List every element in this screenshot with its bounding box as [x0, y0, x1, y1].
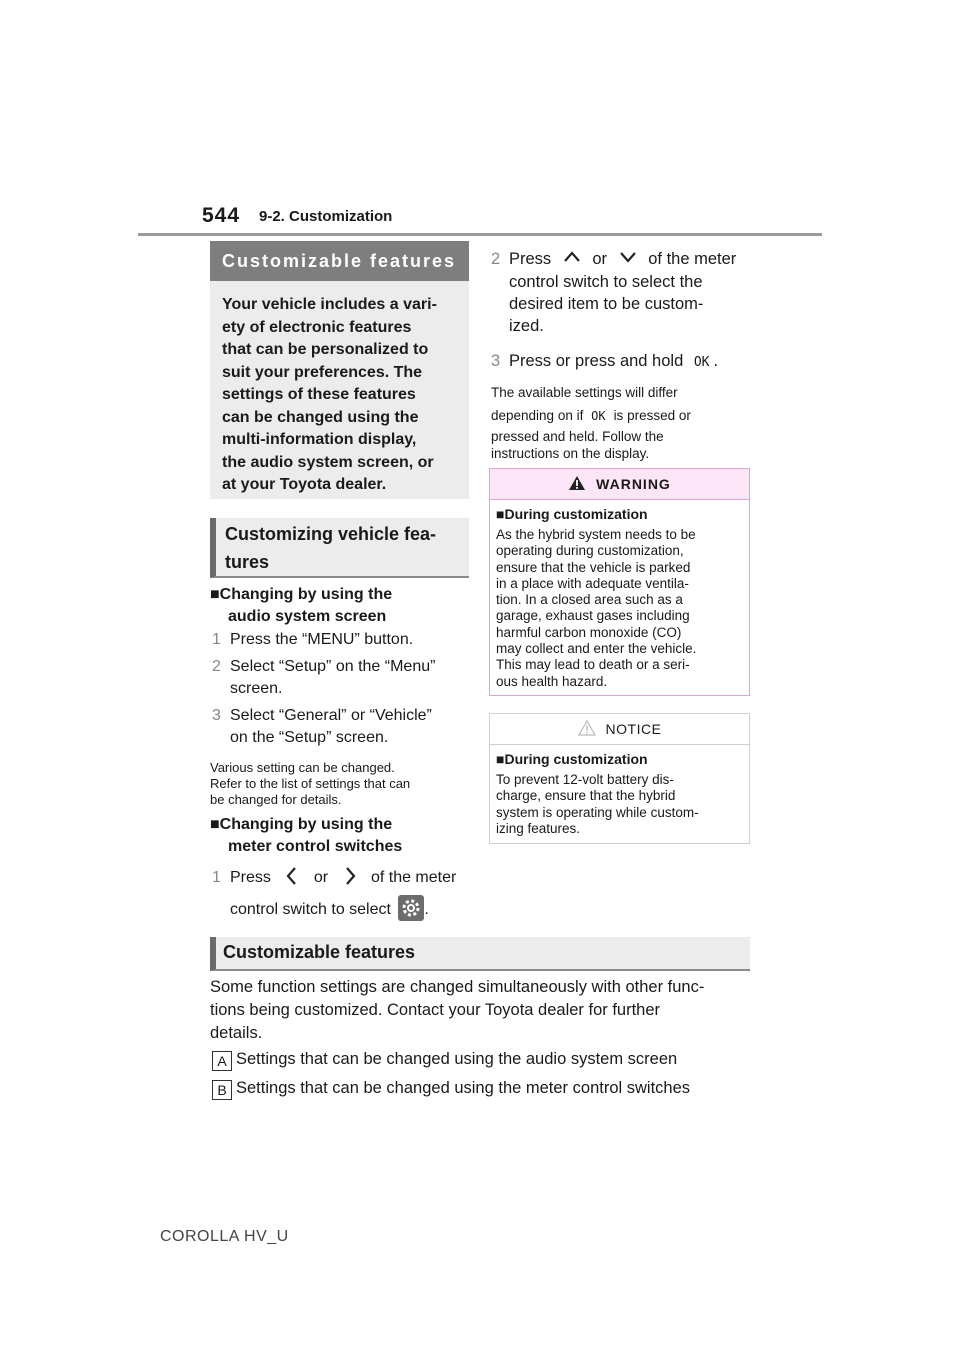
chevron-left-icon [281, 865, 303, 887]
para-line: details. [210, 1024, 263, 1042]
para-line: Some function settings are changed simultaneously with other func- [210, 978, 705, 996]
step-text: or [313, 869, 329, 886]
intro-line: ety of electronic features [222, 318, 412, 336]
notice-bullet: During customization [504, 751, 648, 767]
page-number: 544 [202, 204, 241, 227]
step-number: 1 [212, 631, 221, 648]
warning-line: This may lead to death or a seri- [496, 657, 690, 673]
ok-button-label: OK [693, 355, 710, 370]
bullet-square-icon: ■ [210, 816, 220, 833]
step-item [212, 656, 472, 700]
intro-line: can be changed using the [222, 408, 419, 426]
warning-bullet: During customization [504, 506, 648, 522]
subheading-line: tures [225, 552, 270, 572]
bullet-square-icon: ■ [496, 751, 505, 767]
warning-header [490, 469, 749, 500]
warning-line: ensure that the vehicle is parked [496, 559, 691, 575]
subheading-line: Customizing vehicle fea- [225, 524, 437, 544]
step-text: screen. [230, 680, 283, 697]
step-text: . [713, 352, 719, 370]
warning-box [489, 468, 750, 696]
step-number: 3 [491, 352, 501, 370]
audio-steps [212, 629, 472, 749]
step-text: ized. [509, 317, 544, 335]
section-title: 9-2. Customization [259, 208, 393, 225]
bullet-line: Changing by using the [219, 586, 393, 603]
bullet-line: Changing by using the [219, 816, 393, 833]
warning-triangle-icon [568, 475, 586, 491]
step-text: or [592, 250, 608, 268]
step-text: Press [230, 869, 271, 886]
warning-line: operating during customization, [496, 543, 684, 559]
note-line: Various setting can be changed. [210, 760, 395, 775]
para-line: tions being customized. Contact your Toyota dealer for further [210, 1001, 661, 1019]
legend-item-b [212, 1077, 690, 1100]
note-line: be changed for details. [210, 792, 342, 807]
audio-note [210, 760, 410, 808]
note-line: instructions on the display. [491, 446, 650, 461]
meter-step-3 [491, 350, 718, 374]
warning-line: garage, exhaust gases including [496, 608, 690, 624]
warning-line: in a place with adequate ventila- [496, 575, 689, 591]
settings-icon [398, 895, 424, 921]
legend-text: Settings that can be changed using the audio system screen [236, 1050, 678, 1068]
step-text: on the “Setup” screen. [230, 729, 389, 746]
step-text: of the meter [370, 869, 457, 886]
warning-line: harmful carbon monoxide (CO) [496, 624, 682, 640]
warning-line: tion. In a closed area such as a [496, 592, 683, 608]
intro-line: suit your preferences. The [222, 363, 423, 381]
customizing-vehicle-features-heading [210, 518, 469, 578]
step-text: Press [509, 250, 552, 268]
chevron-up-icon [561, 247, 583, 267]
audio-system-bullet [210, 584, 392, 628]
notice-title: NOTICE [605, 721, 662, 737]
bullet-square-icon: ■ [496, 506, 505, 522]
step-text: . [424, 901, 429, 918]
chevron-right-icon [339, 865, 361, 887]
meter-control-bullet [210, 814, 402, 858]
meter-step-1 [212, 865, 474, 921]
note-line: is pressed or [613, 408, 691, 423]
step-item [212, 629, 472, 651]
notice-header [490, 714, 749, 745]
intro-line: at your Toyota dealer. [222, 476, 387, 493]
warning-line: As the hybrid system needs to be [496, 527, 696, 542]
notice-line: charge, ensure that the hybrid [496, 788, 676, 804]
label-b-box: B [212, 1080, 232, 1100]
settings-note [491, 384, 691, 462]
bottom-paragraph [210, 976, 770, 1045]
intro-line: settings of these features [222, 386, 416, 403]
step-text: control switch to select the [509, 273, 703, 291]
step-number: 1 [212, 869, 221, 886]
ok-button-label: OK [591, 409, 606, 423]
chevron-down-icon [617, 247, 639, 267]
note-line: pressed and held. Follow the [491, 429, 664, 444]
warning-title: WARNING [596, 476, 671, 492]
intro-line: the audio system screen, or [222, 453, 434, 471]
intro-box [210, 281, 469, 499]
notice-body [490, 745, 749, 837]
step-text: Select “Setup” on the “Menu” [230, 658, 436, 675]
bullet-line: audio system screen [228, 608, 387, 625]
notice-triangle-icon [578, 720, 596, 736]
notice-line: To prevent 12-volt battery dis- [496, 772, 674, 787]
note-line: The available settings will differ [491, 385, 678, 400]
warning-line: ous health hazard. [496, 673, 608, 689]
step-text: control switch to select [230, 901, 391, 918]
step-number: 2 [491, 250, 501, 268]
step-text: desired item to be custom- [509, 295, 704, 313]
footer-model: COROLLA HV_U [160, 1228, 289, 1245]
label-a-box: A [212, 1051, 232, 1071]
bullet-square-icon: ■ [210, 586, 220, 603]
customizable-features-title: Customizable features [210, 241, 469, 281]
notice-box [489, 713, 750, 844]
note-line: Refer to the list of settings that can [210, 776, 411, 791]
step-number: 3 [212, 707, 221, 724]
step-text: Press or press and hold [509, 352, 684, 370]
intro-line: Your vehicle includes a vari- [222, 296, 437, 313]
warning-body [490, 500, 749, 690]
step-text: Select “General” or “Vehicle” [230, 707, 432, 724]
step-item [212, 705, 472, 749]
intro-line: that can be personalized to [222, 341, 429, 358]
intro-line: multi-information display, [222, 431, 417, 448]
note-line: depending on if [491, 408, 584, 423]
notice-line: system is operating while custom- [496, 804, 699, 820]
legend-text: Settings that can be changed using the meter control switches [236, 1079, 691, 1097]
step-text: Press the “MENU” button. [230, 631, 414, 648]
meter-step-2 [491, 247, 753, 337]
step-number: 2 [212, 658, 221, 675]
step-text: of the meter [648, 250, 737, 268]
customizable-features-heading: Customizable features [210, 937, 750, 971]
notice-line: izing features. [496, 820, 581, 836]
bullet-line: meter control switches [228, 838, 403, 855]
header-rule [138, 233, 822, 236]
legend-item-a [212, 1048, 677, 1071]
warning-line: may collect and enter the vehicle. [496, 641, 697, 657]
